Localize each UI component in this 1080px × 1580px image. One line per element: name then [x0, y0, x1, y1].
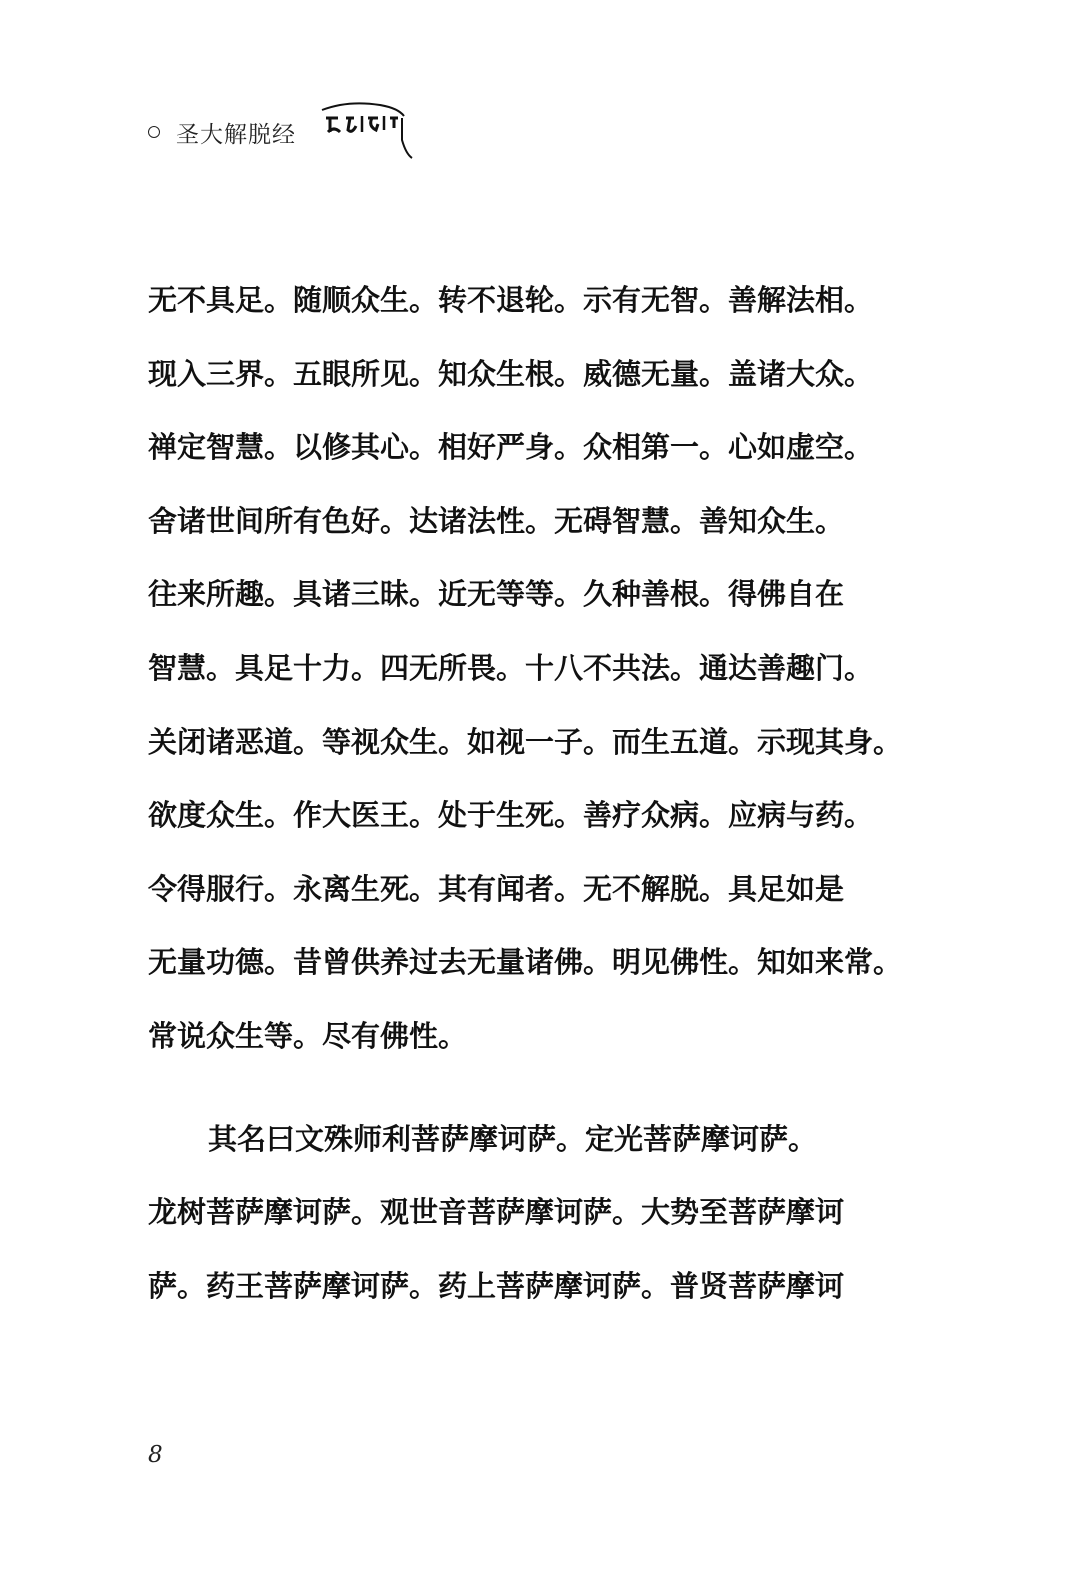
tibetan-script-title-icon [318, 96, 418, 162]
text-line: 禅定智慧。以修其心。相好严身。众相第一。心如虚空。 [148, 430, 874, 465]
text-line: 萨。药王菩萨摩诃萨。药上菩萨摩诃萨。普贤菩萨摩诃 [148, 1268, 845, 1303]
paragraph-1 [148, 264, 903, 1074]
paragraph-2 [148, 1103, 878, 1324]
text-line: 无量功德。昔曾供养过去无量诸佛。明见佛性。知如来常。 [148, 945, 903, 980]
running-header [148, 112, 296, 152]
text-line: 龙树菩萨摩诃萨。观世音菩萨摩诃萨。大势至菩萨摩诃 [148, 1195, 845, 1230]
circle-bullet-icon [148, 126, 160, 138]
header-title: 圣大解脱经 [176, 121, 296, 148]
text-line: 智慧。具足十力。四无所畏。十八不共法。通达善趣门。 [148, 650, 874, 685]
text-line: 关闭诸恶道。等视众生。如视一子。而生五道。示现其身。 [148, 724, 903, 759]
text-line: 无不具足。随顺众生。转不退轮。示有无智。善解法相。 [148, 283, 874, 317]
text-line: 常说众生等。尽有佛性。 [148, 1018, 468, 1053]
text-line: 现入三界。五眼所见。知众生根。威德无量。盖诸大众。 [148, 356, 874, 391]
body-text [148, 264, 903, 1323]
text-line: 令得服行。永离生死。其有闻者。无不解脱。具足如是 [148, 871, 845, 906]
paragraph-gap [148, 1074, 878, 1103]
text-line: 其名曰文殊师利菩萨摩诃萨。定光菩萨摩诃萨。 [208, 1121, 818, 1156]
text-line: 欲度众生。作大医王。处于生死。善疗众病。应病与药。 [148, 798, 874, 833]
text-line: 舍诸世间所有色好。达诸法性。无碍智慧。善知众生。 [148, 503, 845, 538]
page-number: 8 [148, 1442, 163, 1468]
text-line: 往来所趣。具诸三昧。近无等等。久种善根。得佛自在 [148, 577, 845, 612]
